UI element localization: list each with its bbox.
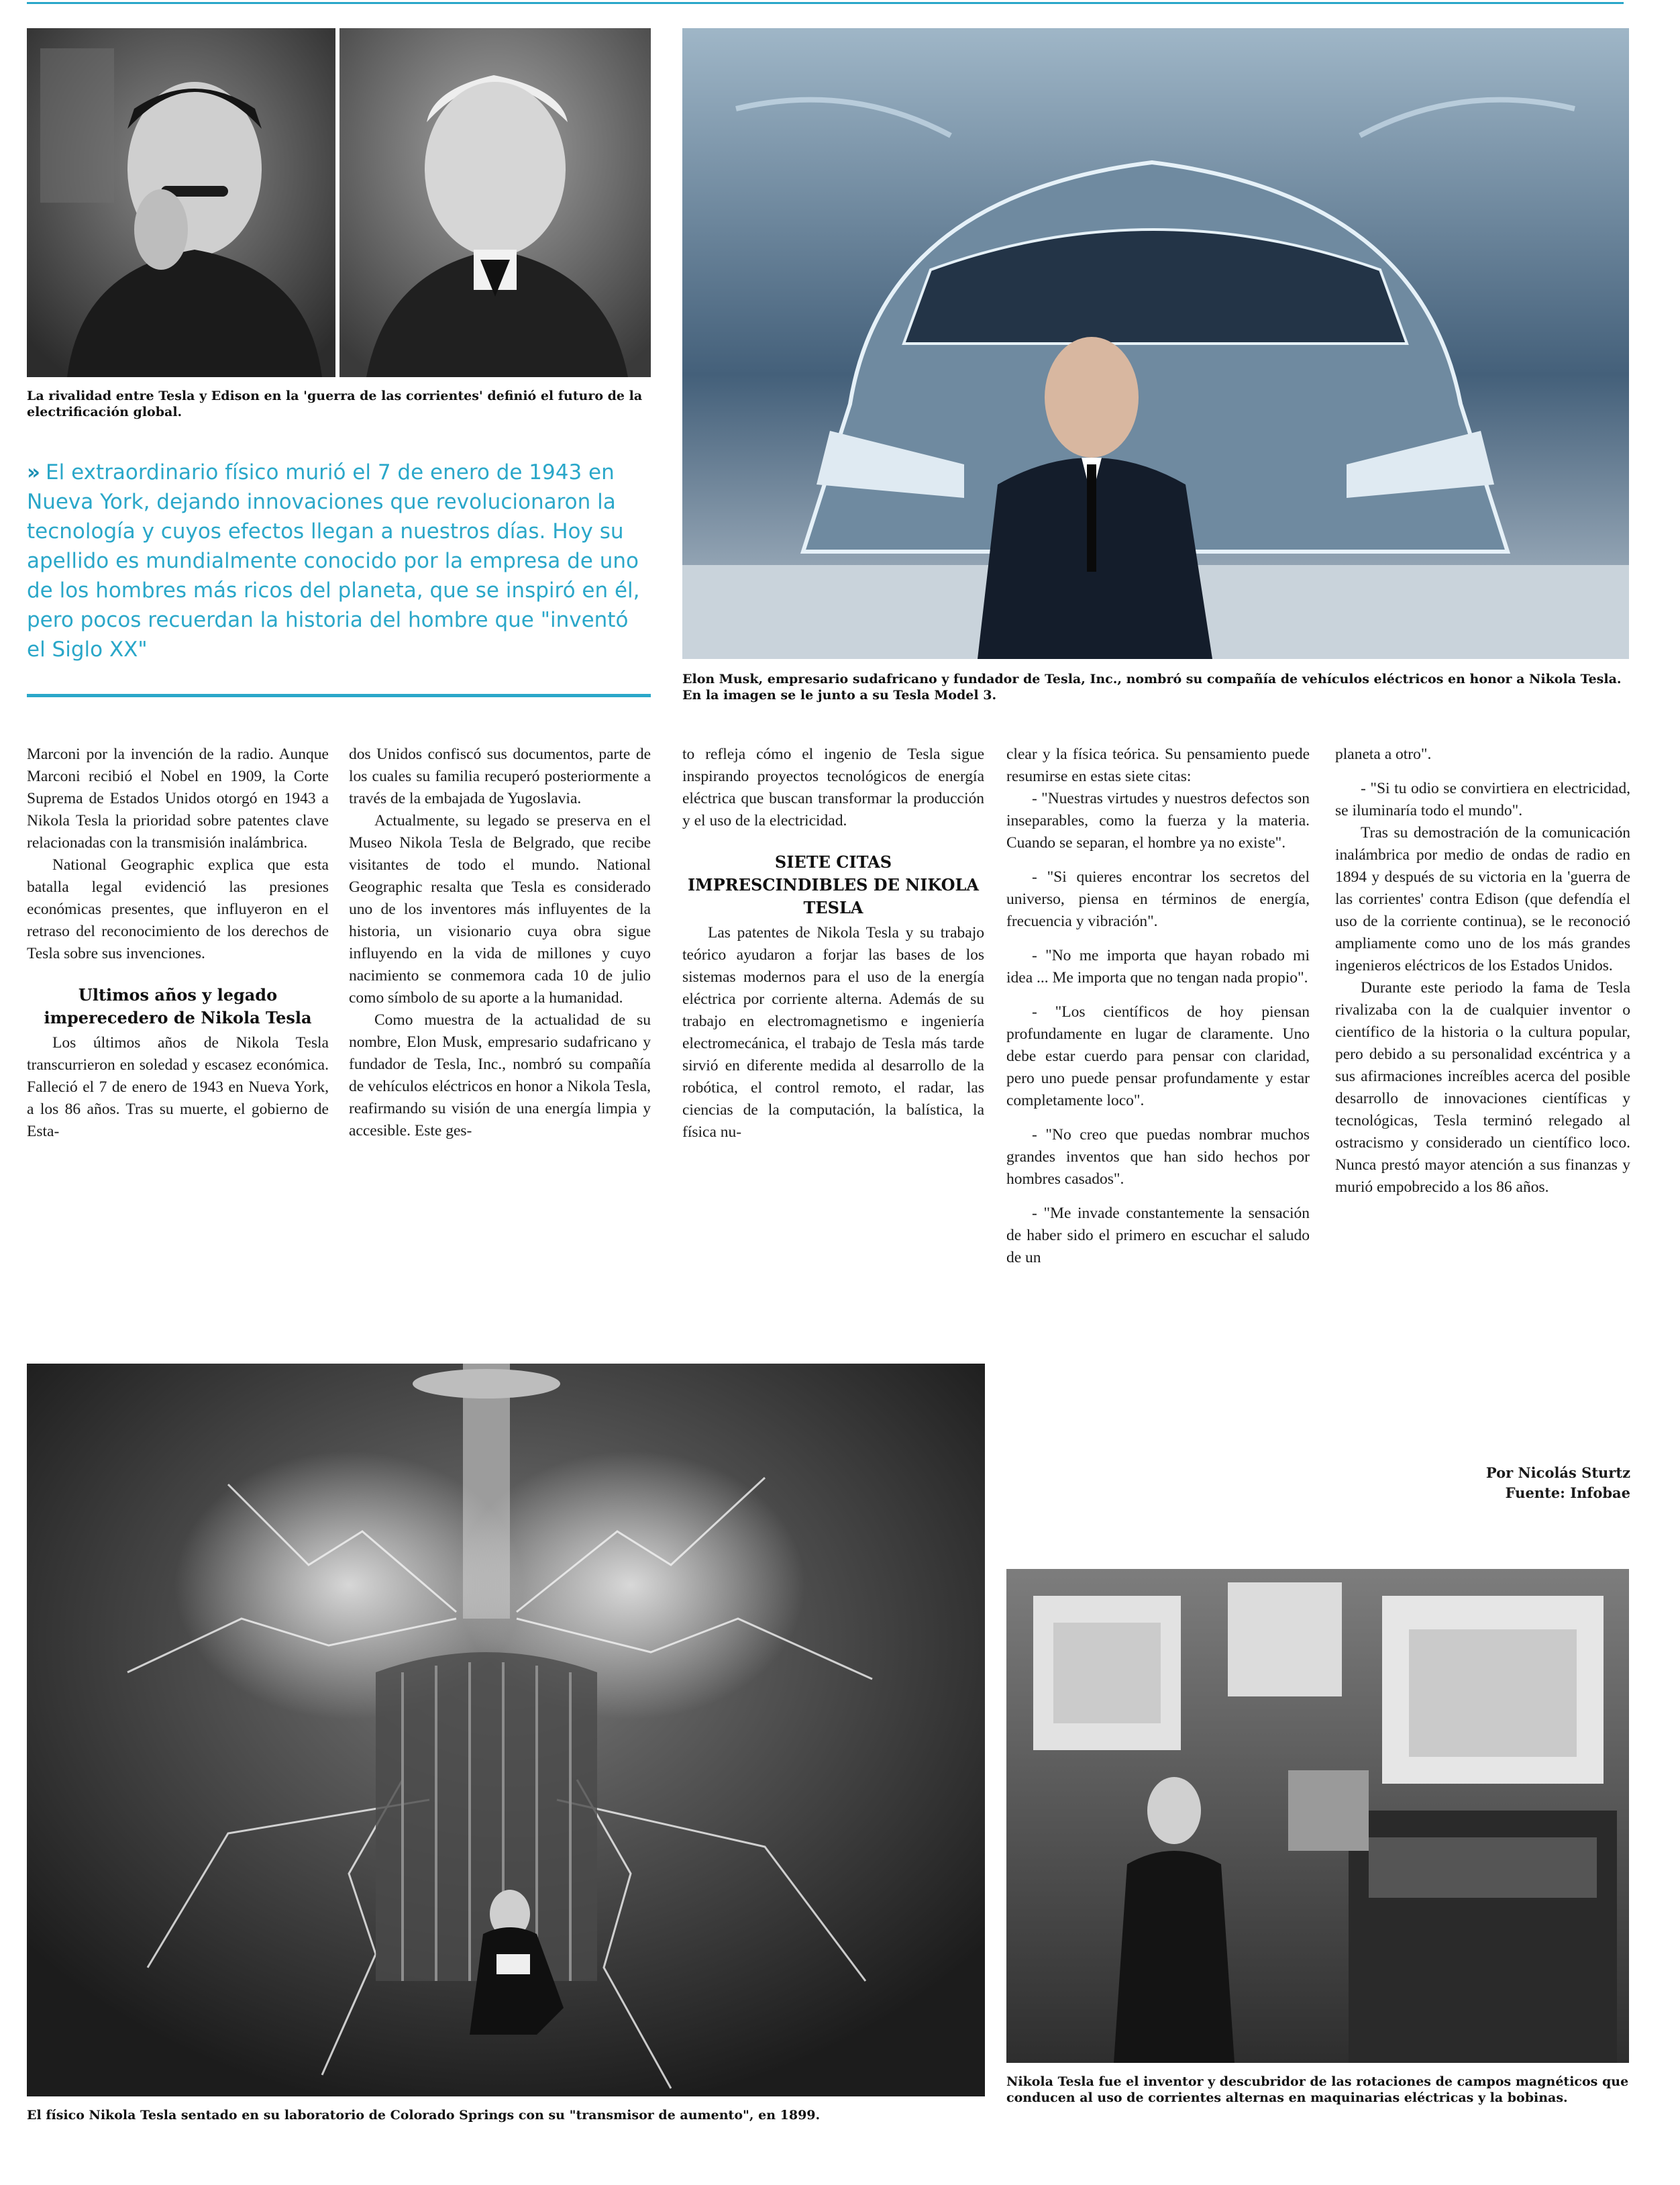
col4-paragraph-1: clear y la física teórica. Su pensamiento puede resumirse en estas siete citas: xyxy=(1006,746,1310,785)
section-heading-quotes: SIETE CITAS IMPRESCINDIBLES DE NIKOLA TESLA xyxy=(687,852,980,917)
caption-colorado: El físico Nikola Tesla sentado en su laboratorio de Colorado Springs con su "transmisor de aumento", en 1899. xyxy=(27,2108,821,2123)
col2-paragraph-3: Como muestra de la actualidad de su nombre, Elon Musk, empresario sudafricano y fundador de Tesla, Inc., nombró su compañía de vehículos eléctricos en honor a Nikola Tesla, reafirmando su visión de una energía limpia y accesible. Este ges- xyxy=(349,1011,651,1139)
byline xyxy=(1335,1463,1630,1503)
quote-3: - "No me importa que hayan robado mi idea ... Me importa que no tengan nada propio". xyxy=(1006,947,1310,986)
col3-paragraph-1: to refleja cómo el ingenio de Tesla sigue inspirando proyectos tecnológicos de energía eléctrica que buscan transformar la producción y el uso de la electricidad. xyxy=(682,746,984,829)
lead-rule xyxy=(27,694,651,697)
quote-5: - "No creo que puedas nombrar muchos grandes inventos que han sido hechos por hombres casados". xyxy=(1006,1126,1310,1188)
article-column-2 xyxy=(349,744,651,1142)
quote-2: - "Si quieres encontrar los secretos del universo, piensa en términos de energía, frecuencia y vibración". xyxy=(1006,868,1310,930)
col1-paragraph-3: Los últimos años de Nikola Tesla transcurrieron en soledad y escasez económica. Falleció el 7 de enero de 1943 en Nueva York, a los 86 años. Tras su muerte, el gobierno de Esta- xyxy=(27,1034,329,1140)
quote-7: - "Si tu odio se convirtiera en electricidad, se iluminaría todo el mundo". xyxy=(1335,780,1630,819)
photo-tesla-inventions xyxy=(1006,1569,1629,2063)
photo-musk-model3 xyxy=(682,28,1629,659)
photo-colorado-springs-lab xyxy=(27,1364,985,2096)
quote-6: - "Me invade constantemente la sensación de haber sido el primero en escuchar el saludo de un xyxy=(1006,1205,1310,1266)
col2-paragraph-1: dos Unidos confiscó sus documentos, parte de los cuales su familia recuperó posteriormente a través de la embajada de Yugoslavia. xyxy=(349,746,651,807)
article-column-1 xyxy=(27,744,329,1143)
col1-paragraph-2: National Geographic explica que esta batalla legal evidenció las presiones económicas presentes, que influyeron en el retraso del reconocimiento de los derechos de Tesla sobre sus invenciones. xyxy=(27,856,329,962)
photo-edison-portrait xyxy=(339,28,651,377)
caption-inventor: Nikola Tesla fue el inventor y descubridor de las rotaciones de campos magnéticos que conducen al uso de corrientes alternas en maquinarias eléctricas y la bobinas. xyxy=(1006,2074,1629,2105)
quote-1: - "Nuestras virtudes y nuestros defectos son inseparables, como la fuerza y la materia. Cuando se separan, el hombre ya no existe". xyxy=(1006,790,1310,852)
col1-paragraph-1: Marconi por la invención de la radio. Aunque Marconi recibió el Nobel en 1909, la Corte Suprema de Estados Unidos otorgó en 1943 a Nikola Tesla la prioridad sobre patentes clave relacionadas con la transmisión inalámbrica. xyxy=(27,746,329,852)
article-column-5 xyxy=(1335,744,1630,1199)
caption-rivalry: La rivalidad entre Tesla y Edison en la 'guerra de las corrientes' definió el futuro de la electrificación global. xyxy=(27,389,643,419)
byline-source: Fuente: Infobae xyxy=(1505,1484,1630,1501)
section-heading-legacy: Ultimos años y legado imperecedero de Nikola Tesla xyxy=(44,985,312,1027)
top-rule xyxy=(27,0,1624,4)
col5-paragraph-2: Tras su demostración de la comunicación inalámbrica por medio de ondas de radio en 1894 y después de su victoria en la 'guerra de las corrientes' contra Edison (que defendía el uso de la corriente continua), se le reconoció ampliamente como uno de los más grandes ingenieros eléctricos de los Estados Unidos. xyxy=(1335,824,1630,974)
chevron-right-icon: » xyxy=(27,460,38,485)
quote-4: - "Los científicos de hoy piensan profundamente en lugar de claramente. Uno debe estar cuerdo para pensar con claridad, pero uno puede pensar profundamente y estar completamente loco". xyxy=(1006,1003,1310,1109)
col5-paragraph-3: Durante este periodo la fama de Tesla rivalizaba con la de cualquier inventor o científico de la historia o la cultura popular, pero debido a su personalidad excéntrica y a sus afirmaciones increíbles acerca del posible desarrollo de innovaciones científicas y tecnológicas, Tesla terminó relegado al ostracismo y considerado un científico loco. Nunca prestó mayor atención a sus finanzas y murió empobrecido a los 86 años. xyxy=(1335,979,1630,1196)
col3-paragraph-2: Las patentes de Nikola Tesla y su trabajo teórico ayudaron a forjar las bases de los sistemas modernos para el uso de la energía eléctrica por corriente alterna. Además de su trabajo en electromagnetismo e ingeniería electromecánica, el trabajo de Tesla más tarde sirvió en diferente medida al desarrollo de la robótica, el control remoto, el radar, las ciencias de la computación, la balística, la física nu- xyxy=(682,924,984,1141)
byline-author: Por Nicolás Sturtz xyxy=(1485,1464,1630,1481)
lead-paragraph xyxy=(27,458,651,664)
col5-paragraph-1: planeta a otro". xyxy=(1335,746,1432,763)
photo-tesla-portrait xyxy=(27,28,335,377)
article-column-4 xyxy=(1006,744,1310,1269)
col2-paragraph-2: Actualmente, su legado se preserva en el Museo Nikola Tesla de Belgrado, que recibe visitantes de todo el mundo. National Geographic resalta que Tesla es considerado uno de los inventores más influyentes de la historia, un visionario cuya obra sigue influyendo en la vida de millones y cuyo nacimiento se conmemora cada 10 de julio como símbolo de su aporte a la humanidad. xyxy=(349,812,651,1007)
article-column-3 xyxy=(682,744,984,1144)
lead-text: El extraordinario físico murió el 7 de enero de 1943 en Nueva York, dejando innovaciones que revolucionaron la tecnología y cuyos efectos llegan a nuestros días. Hoy su apellido es mundialmente conocido por la empresa de uno de los hombres más ricos del planeta, que se inspiró en él, pero pocos recuerdan la historia del hombre que "inventó el Siglo XX" xyxy=(27,460,640,662)
caption-musk: Elon Musk, empresario sudafricano y fundador de Tesla, Inc., nombró su compañía de vehículos eléctricos en honor a Nikola Tesla. En la imagen se le junto a su Tesla Model 3. xyxy=(682,672,1622,703)
